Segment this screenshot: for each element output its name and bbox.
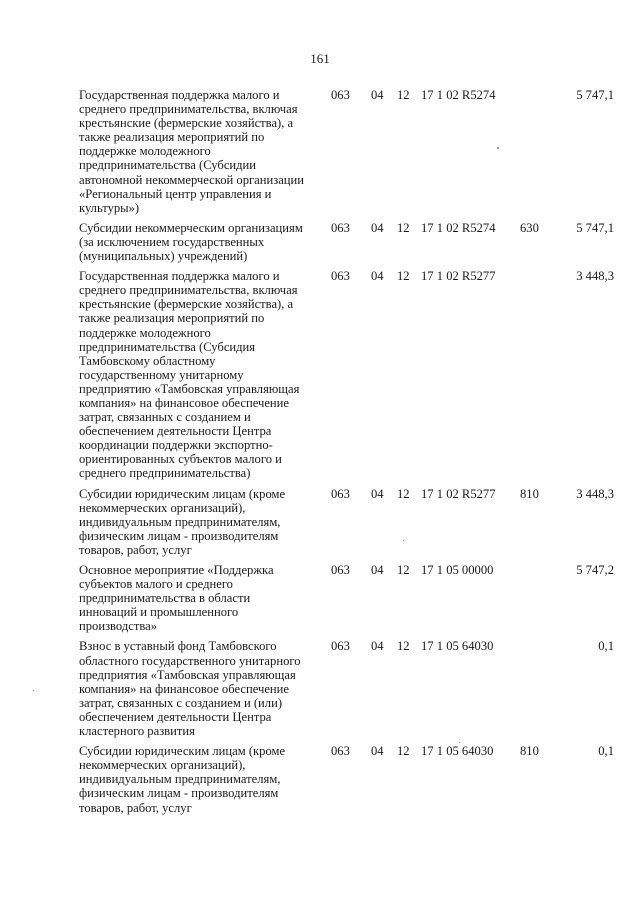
row-description [79,88,331,215]
subsection-code: 12 [397,269,410,284]
subsection-code: 12 [397,744,410,759]
row-description-line: поддержке молодежного [79,144,211,159]
row-description-line: обеспечением деятельности Центра [79,424,272,439]
row-description-line: автономной некоммерческой организации [79,172,305,187]
row-description-line: также реализация мероприятий по [79,311,265,326]
row-description-line: Субсидии юридическим лицам (кроме [79,486,286,501]
row-description-line: некоммерческих организаций), [79,758,246,773]
ministry-code: 063 [331,639,350,654]
budget-table [79,88,614,815]
amount: 5 747,2 [576,563,614,577]
row-description-line: среднего предпринимательства, включая [79,102,298,117]
amount: 5 747,1 [576,88,614,102]
expense-type-code: 810 [520,744,539,759]
section-code: 04 [371,563,384,577]
target-article-code: 17 1 05 64030 [421,744,494,759]
row-description-line: физическим лицам - производителям [79,528,279,543]
subsection-code: 12 [397,220,410,235]
row-description-line: Государственная поддержка малого и [79,88,280,102]
row-description-line: координации поддержки экспортно- [79,438,273,453]
section-code: 04 [371,220,384,235]
section-code: 04 [371,744,384,759]
row-description-line: физическим лицам - производителям [79,786,279,801]
ministry-code: 063 [331,744,350,759]
row-description [79,563,331,633]
row-description-line: (за исключением государственных [79,234,265,249]
target-article-code: 17 1 02 R5277 [421,486,496,501]
row-description-line: затрат, связанных с созданием и (или) [79,695,283,710]
row-description-line: компания» на финансовое обеспечение [79,395,289,410]
table-row [79,487,614,557]
target-article-code: 17 1 05 64030 [421,639,494,654]
table-row [79,744,614,814]
target-article-code: 17 1 05 00000 [421,563,494,577]
row-description-line: поддержке молодежного [79,325,211,340]
subsection-code: 12 [397,563,410,577]
row-description [79,487,331,557]
row-description-line: субъектов малого и среднего [79,577,233,592]
ministry-code: 063 [331,563,350,577]
row-description [79,744,331,814]
target-article-code: 17 1 02 R5274 [421,88,496,102]
subsection-code: 12 [397,639,410,654]
row-description-line: «Региональный центр управления и [79,186,272,201]
row-description-line: ориентированных субъектов малого и [79,452,282,467]
row-description-line: среднего предпринимательства, включая [79,283,298,298]
table-row [79,269,614,480]
row-description-line: крестьянские (фермерские хозяйства), а [79,297,294,312]
row-description-line: индивидуальным предпринимателям, [79,772,281,787]
page-number: 161 [310,51,330,66]
row-description-line: Субсидии некоммерческим организациям [79,220,303,235]
row-description-line: областного государственного унитарного [79,653,301,668]
scan-speck [33,690,34,691]
row-description-line: товаров, работ, услуг [79,800,192,815]
subsection-code: 12 [397,486,410,501]
row-description-line: Тамбовскому областному [79,353,216,368]
section-code: 04 [371,88,384,102]
table-row [79,639,614,738]
scan-speck [459,742,460,743]
row-description [79,221,331,263]
row-description-line: (муниципальных) учреждений) [79,249,248,264]
row-description-line: индивидуальным предпринимателям, [79,514,281,529]
row-description-line: предприятию «Тамбовская управляющая [79,381,300,396]
table-row [79,88,614,215]
row-description-line: культуры») [79,200,140,215]
section-code: 04 [371,269,384,284]
row-description-line: предпринимательства (Субсидии [79,158,257,173]
ministry-code: 063 [331,269,350,284]
amount: 0,1 [598,744,614,759]
ministry-code: 063 [331,220,350,235]
row-description-line: предпринимательства в области [79,591,251,606]
row-description-line: некоммерческих организаций), [79,500,246,515]
table-row [79,221,614,263]
row-description-line: Основное мероприятие «Поддержка [79,563,274,577]
row-description-line: Взнос в уставный фонд Тамбовского [79,639,277,654]
target-article-code: 17 1 02 R5277 [421,269,496,284]
amount: 0,1 [598,639,614,654]
row-description-line: производства» [79,619,158,634]
row-description-line: Субсидии юридическим лицам (кроме [79,744,286,759]
row-description-line: предприятия «Тамбовская управляющая [79,667,296,682]
row-description-line: кластерного развития [79,724,195,739]
amount: 3 448,3 [576,486,614,501]
row-description-line: среднего предпринимательства) [79,466,251,481]
table-row [79,563,614,633]
section-code: 04 [371,639,384,654]
row-description-line: Государственная поддержка малого и [79,269,280,284]
amount: 5 747,1 [576,220,614,235]
section-code: 04 [371,486,384,501]
row-description-line: крестьянские (фермерские хозяйства), а [79,116,294,131]
amount: 3 448,3 [576,269,614,284]
expense-type-code: 810 [520,486,539,501]
row-description [79,269,331,480]
row-description [79,639,331,738]
expense-type-code: 630 [520,220,539,235]
target-article-code: 17 1 02 R5274 [421,220,496,235]
scan-speck [497,147,499,149]
subsection-code: 12 [397,88,410,102]
row-description-line: государственному унитарному [79,367,244,382]
ministry-code: 063 [331,486,350,501]
row-description-line: товаров, работ, услуг [79,542,192,557]
row-description-line: также реализация мероприятий по [79,130,265,145]
scan-speck [403,540,404,541]
row-description-line: затрат, связанных с созданием и [79,410,251,425]
row-description-line: предпринимательства (Субсидия [79,339,256,354]
row-description-line: компания» на финансовое обеспечение [79,681,289,696]
row-description-line: обеспечением деятельности Центра [79,709,272,724]
ministry-code: 063 [331,88,350,102]
row-description-line: инноваций и промышленного [79,605,239,620]
